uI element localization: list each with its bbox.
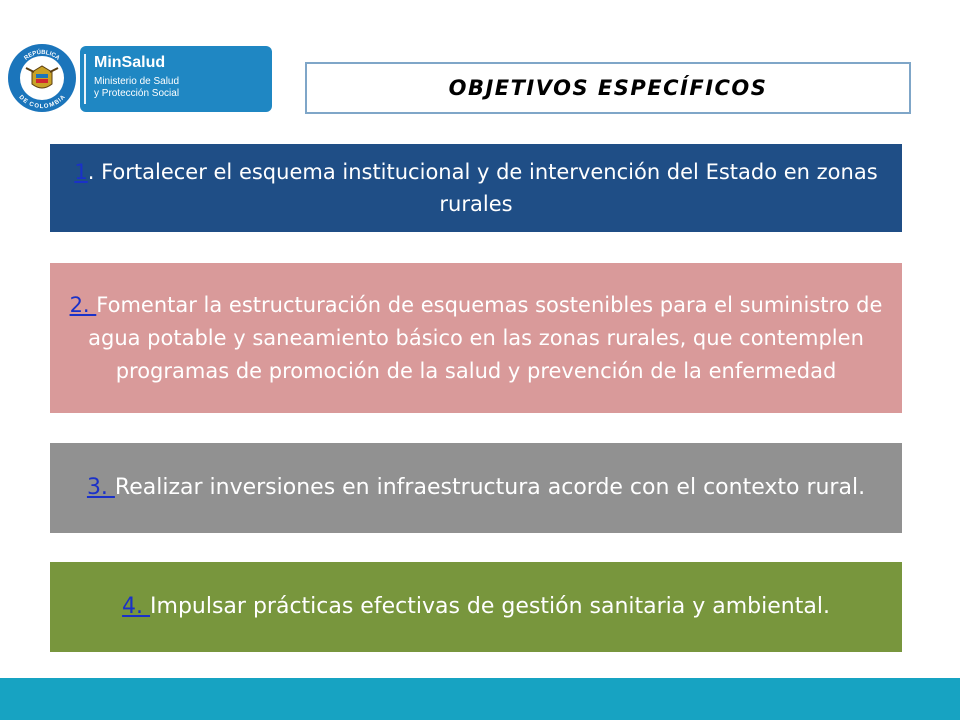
brand-panel: [80, 46, 272, 112]
objective-3-link[interactable]: 3.: [86, 475, 115, 500]
objective-1-link[interactable]: 1: [74, 160, 88, 184]
page-title: OBJETIVOS ESPECÍFICOS: [448, 76, 768, 100]
brand-subtitle: Ministerio de Salud y Protección Social: [94, 76, 180, 99]
objective-4-text: Impulsar prácticas efectivas de gestión sanitaria y ambiental.: [150, 594, 830, 619]
objective-2: [50, 263, 902, 413]
objective-2-link[interactable]: 2.: [69, 292, 97, 317]
objective-1-text: . Fortalecer el esquema institucional y de intervención del Estado en zonas rurales: [87, 160, 878, 216]
objective-4: [50, 562, 902, 652]
objective-2-text: Fomentar la estructuración de esquemas sostenibles para el suministro de agua potable y saneamiento básico en las zonas rurales, que contemplen programas de promoción de la salud y prevención de la enfermedad: [88, 292, 883, 383]
seal-text-bottom: DE COLOMBIA: [17, 94, 67, 111]
minsalud-logo: [8, 44, 272, 114]
objective-4-link[interactable]: 4.: [122, 594, 151, 619]
seal-text-top: REPÚBLICA: [23, 49, 61, 62]
brand-name: MinSalud: [94, 54, 166, 71]
objective-3: [50, 443, 902, 533]
title-box: [305, 62, 911, 114]
svg-text:REPÚBLICA: [23, 49, 61, 62]
objective-3-text: Realizar inversiones en infraestructura acorde con el contexto rural.: [114, 475, 866, 500]
colombia-seal-icon: [8, 44, 76, 112]
svg-text:DE COLOMBIA: [17, 94, 67, 110]
bottom-bar: [0, 678, 960, 720]
objective-1: [50, 144, 902, 232]
